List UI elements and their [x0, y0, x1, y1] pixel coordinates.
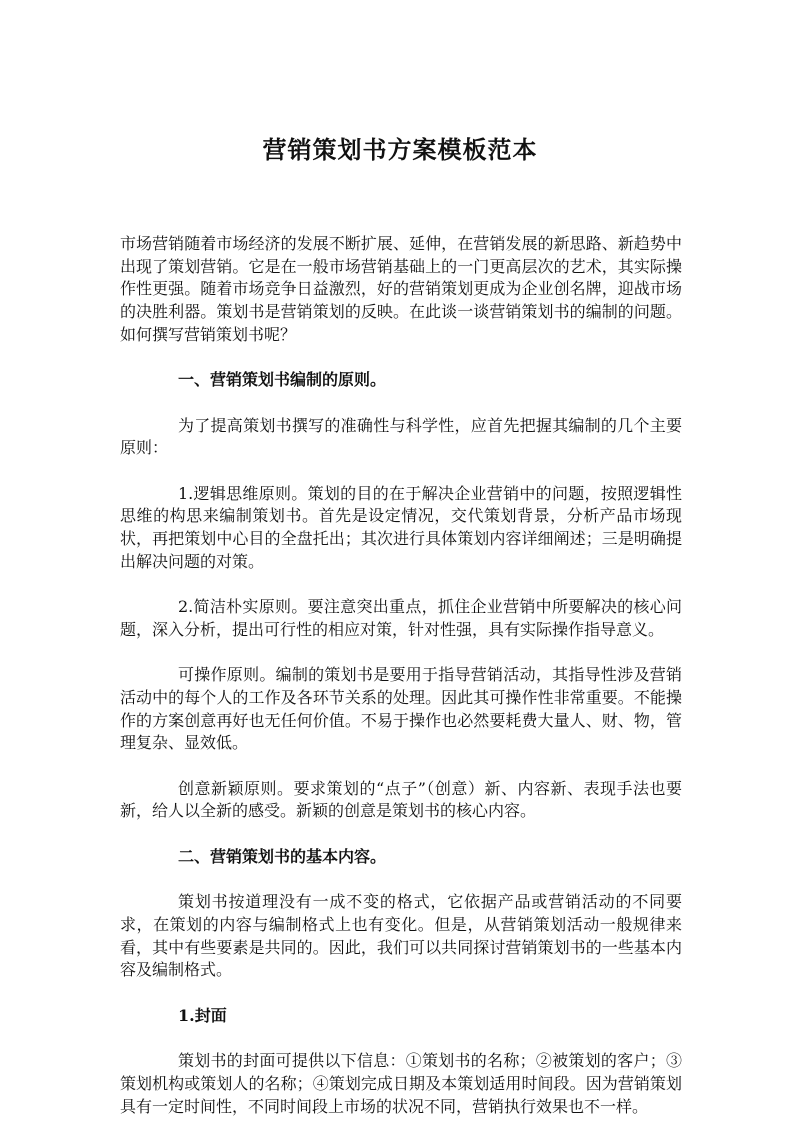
document-title: 营销策划书方案模板范本	[262, 135, 538, 164]
section-heading-content: 二、营销策划书的基本内容。	[178, 846, 387, 866]
paragraph: 可操作原则。编制的策划书是要用于指导营销活动，其指导性涉及营销活动中的每个人的工作及各环节关系的处理。因此其可操作性非常重要。不能操作的方案创意再好也无任何价值。不易于操作也必然要耗费大量人、财、物，管理复杂、显效低。	[120, 665, 682, 753]
document-body	[120, 233, 682, 1141]
section-heading-principles: 一、营销策划书编制的原则。	[178, 370, 387, 390]
paragraph: 创意新颖原则。要求策划的“点子”（创意）新、内容新、表现手法也要新，给人以全新的感受。新颖的创意是策划书的核心内容。	[120, 778, 682, 821]
paragraph: 为了提高策划书撰写的准确性与科学性，应首先把握其编制的几个主要原则：	[120, 415, 682, 458]
paragraph: 1.逻辑思维原则。策划的目的在于解决企业营销中的问题，按照逻辑性思维的构思来编制策划书。首先是设定情况，交代策划背景，分析产品市场现状，再把策划中心目的全盘托出；其次进行具体策划内容详细阐述；三是明确提出解决问题的对策。	[120, 483, 682, 571]
paragraph: 2.简洁朴实原则。要注意突出重点，抓住企业营销中所要解决的核心问题，深入分析，提出可行性的相应对策，针对性强，具有实际操作指导意义。	[120, 597, 682, 639]
paragraph: 策划书的封面可提供以下信息：①策划书的名称；②被策划的客户；③策划机构或策划人的名称；④策划完成日期及本策划适用时间段。因为营销策划具有一定时间性，不同时间段上市场的状况不同，营销执行效果也不一样。	[120, 1051, 682, 1116]
intro-paragraph: 市场营销随着市场经济的发展不断扩展、延伸，在营销发展的新思路、新趋势中出现了策划营销。它是在一般市场营销基础上的一门更高层次的艺术，其实际操作性更强。随着市场竞争日益激烈，好的营销策划更成为企业创名牌，迎战市场的决胜利器。策划书是营销策划的反映。在此谈一谈营销策划书的编制的问题。如何撰写营销策划书呢？	[120, 234, 682, 344]
subheading-cover: 1.封面	[178, 1005, 227, 1025]
paragraph: 策划书按道理没有一成不变的格式，它依据产品或营销活动的不同要求，在策划的内容与编制格式上也有变化。但是，从营销策划活动一般规律来看，其中有些要素是共同的。因此，我们可以共同探讨营销策划书的一些基本内容及编制格式。	[120, 892, 682, 980]
